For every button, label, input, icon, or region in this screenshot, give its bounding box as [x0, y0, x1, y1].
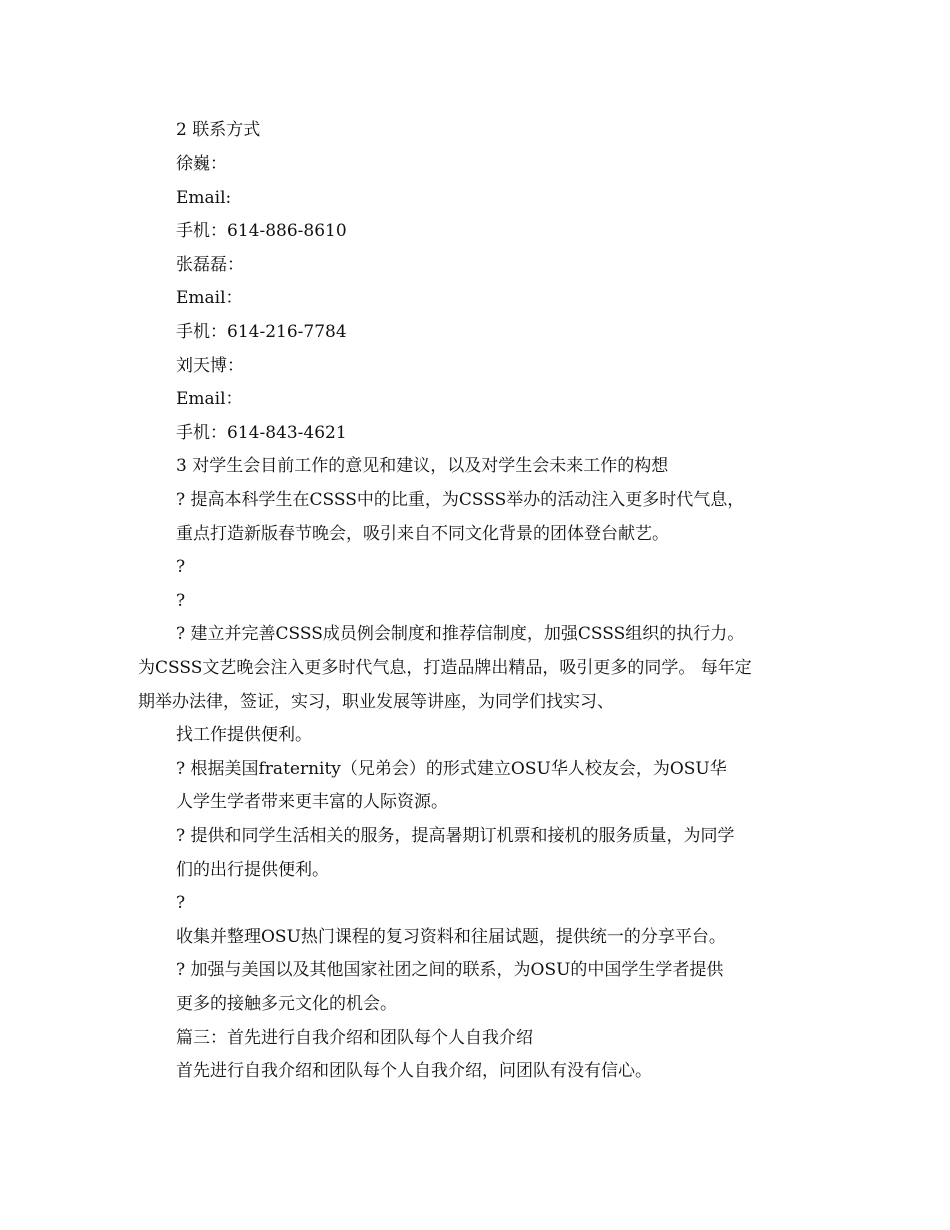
- text-line: ? 提供和同学生活相关的服务，提高暑期订机票和接机的服务质量，为同学: [176, 826, 735, 846]
- section-heading-part-three: 篇三：首先进行自我介绍和团队每个人自我介绍: [176, 1028, 533, 1048]
- text-line: 为CSSS文艺晚会注入更多时代气息，打造品牌出精品，吸引更多的同学。 每年定: [138, 658, 752, 678]
- contact-name: 刘天博：: [176, 356, 244, 376]
- contact-email: Email:: [176, 188, 232, 208]
- contact-phone: 手机：614-886-8610: [176, 221, 347, 241]
- contact-email: Email：: [176, 288, 243, 308]
- text-line: 更多的接触多元文化的机会。: [176, 994, 397, 1014]
- text-line: ? 根据美国fraternity（兄弟会）的形式建立OSU华人校友会，为OSU华: [176, 759, 727, 779]
- text-line: ? 提高本科学生在CSSS中的比重，为CSSS举办的活动注入更多时代气息，: [176, 490, 745, 510]
- text-line: 重点打造新版春节晚会，吸引来自不同文化背景的团体登台献艺。: [176, 524, 669, 544]
- text-line: ?: [176, 557, 186, 577]
- text-line: ?: [176, 591, 186, 611]
- section-heading-contact: 2 联系方式: [176, 120, 261, 140]
- contact-phone: 手机：614-843-4621: [176, 423, 347, 443]
- text-line: 首先进行自我介绍和团队每个人自我介绍，问团队有没有信心。: [176, 1061, 652, 1081]
- text-line: 收集并整理OSU热门课程的复习资料和往届试题，提供统一的分享平台。: [176, 927, 726, 947]
- text-line: 们的出行提供便利。: [176, 860, 329, 880]
- contact-phone: 手机：614-216-7784: [176, 322, 347, 342]
- text-line: ? 加强与美国以及其他国家社团之间的联系，为OSU的中国学生学者提供: [176, 960, 724, 980]
- text-line: 人学生学者带来更丰富的人际资源。: [176, 792, 448, 812]
- contact-name: 徐巍：: [176, 154, 227, 174]
- section-heading-suggestions: 3 对学生会目前工作的意见和建议，以及对学生会未来工作的构想: [176, 456, 669, 476]
- text-line: 找工作提供便利。: [176, 725, 312, 745]
- contact-email: Email：: [176, 389, 243, 409]
- text-line: ? 建立并完善CSSS成员例会制度和推荐信制度，加强CSSS组织的执行力。: [176, 624, 745, 644]
- contact-name: 张磊磊：: [176, 255, 244, 275]
- text-line: ?: [176, 893, 186, 913]
- text-line: 期举办法律，签证，实习，职业发展等讲座，为同学们找实习、: [138, 692, 614, 712]
